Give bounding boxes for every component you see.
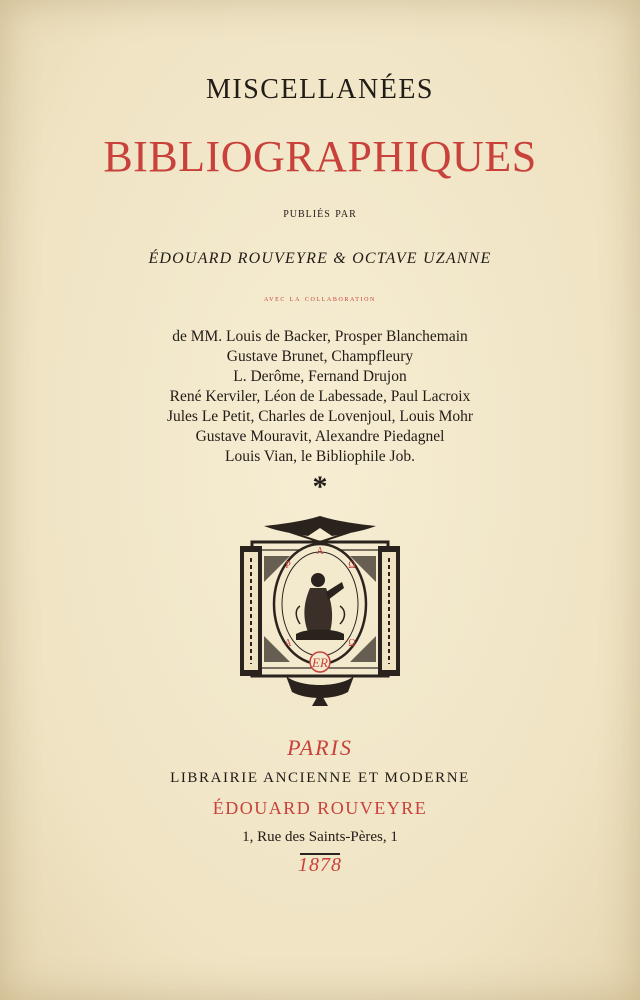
contributor-line: René Kerviler, Léon de Labessade, Paul Lacroix (169, 388, 471, 405)
mark-letter: A (316, 546, 324, 557)
collaboration-label: avec la collaboration (264, 293, 376, 303)
imprint-city: PARIS (287, 735, 353, 760)
printer-mark-emblem (230, 512, 410, 708)
mark-letter: P (285, 560, 291, 571)
imprint-publisher: ÉDOUARD ROUVEYRE (212, 798, 428, 818)
contributor-line: L. Derôme, Fernand Drujon (233, 368, 407, 385)
imprint-bookseller: LIBRAIRIE ANCIENNE ET MODERNE (170, 770, 470, 786)
mark-letter: Ω (348, 638, 356, 649)
title-line-1: MISCELLANÉES (206, 74, 434, 105)
imprint-address: 1, Rue des Saints-Pères, 1 (242, 829, 398, 845)
monogram: ER (312, 655, 328, 670)
contributor-line: Gustave Brunet, Champfleury (226, 348, 414, 365)
contributor-line: Gustave Mouravit, Alexandre Piedagnel (195, 428, 445, 445)
imprint-year: 1878 (298, 854, 342, 876)
contributor-line: de MM. Louis de Backer, Prosper Blanchemain (172, 328, 468, 345)
published-by: publiés par (283, 206, 357, 221)
mark-letter: A (284, 638, 292, 649)
contributor-line: Louis Vian, le Bibliophile Job. (225, 448, 415, 465)
editors: ÉDOUARD ROUVEYRE & OCTAVE UZANNE (148, 250, 492, 267)
mark-letter: Ω (348, 560, 356, 571)
title-line-2: BIBLIOGRAPHIQUES (103, 132, 537, 181)
asterisk-ornament: * (312, 470, 328, 503)
contributor-line: Jules Le Petit, Charles de Lovenjoul, Louis Mohr (166, 408, 474, 425)
